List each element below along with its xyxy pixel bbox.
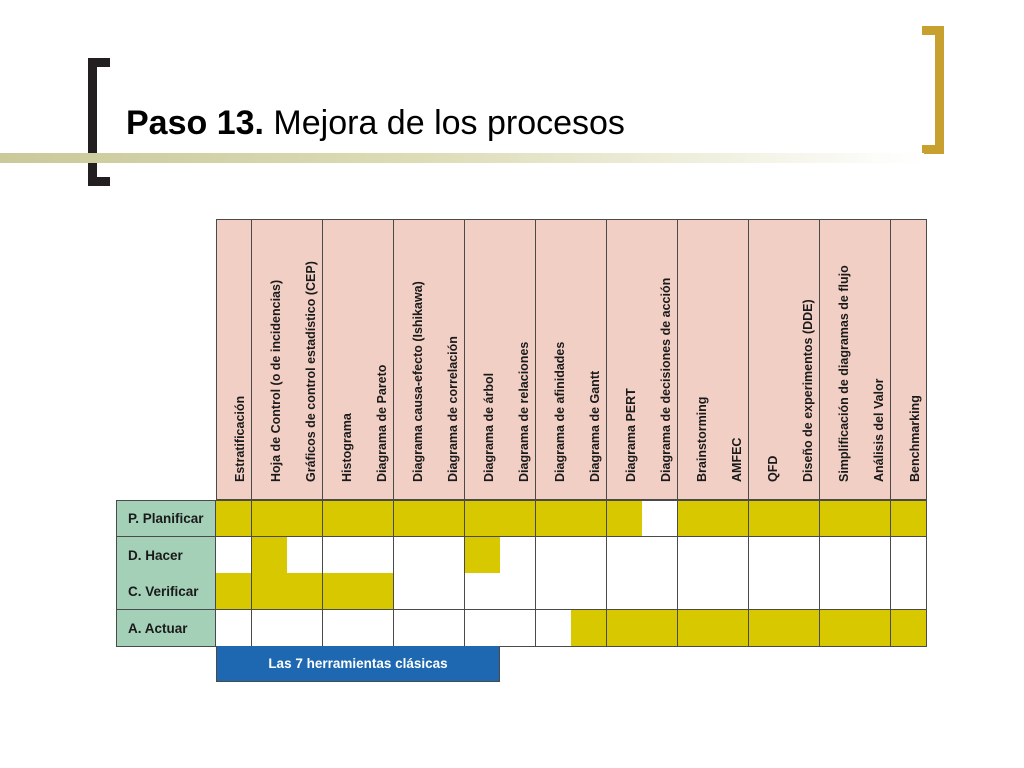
matrix-cell-empty — [429, 537, 465, 574]
matrix-cell-empty — [323, 610, 359, 647]
phase-label: D. Hacer — [116, 537, 216, 574]
matrix-cell-empty — [394, 610, 430, 647]
matrix-cell-marked — [252, 537, 288, 574]
matrix-cell-empty — [571, 573, 607, 610]
matrix-cell-marked — [607, 500, 643, 537]
tool-header — [429, 219, 465, 500]
tool-name: AMFEC — [729, 437, 744, 482]
matrix-cell-empty — [358, 537, 394, 574]
tool-header — [713, 219, 749, 500]
matrix-cell-empty — [855, 537, 891, 574]
matrix-cell-empty — [394, 537, 430, 574]
left-bracket-decoration — [88, 58, 110, 186]
matrix-cell-marked — [820, 610, 856, 647]
tool-name: Diagrama causa-efecto (Ishikawa) — [410, 281, 425, 482]
matrix-cell-marked — [607, 610, 643, 647]
matrix-cell-empty — [500, 537, 536, 574]
tool-header — [571, 219, 607, 500]
matrix-cell-empty — [536, 610, 572, 647]
matrix-cell-marked — [784, 500, 820, 537]
matrix-cell-marked — [323, 573, 359, 610]
matrix-cell-empty — [500, 610, 536, 647]
matrix-cell-empty — [749, 537, 785, 574]
matrix-cell-marked — [394, 500, 430, 537]
matrix-cell-marked — [287, 573, 323, 610]
phase-label: P. Planificar — [116, 500, 216, 537]
matrix-cell-empty — [784, 573, 820, 610]
tool-header — [500, 219, 536, 500]
tool-name: Estratificación — [233, 395, 247, 482]
matrix-cell-empty — [855, 573, 891, 610]
matrix-cell-empty — [642, 537, 678, 574]
matrix-cell-empty — [749, 573, 785, 610]
matrix-cell-marked — [465, 500, 501, 537]
phase-label: A. Actuar — [116, 610, 216, 647]
matrix-cell-marked — [536, 500, 572, 537]
matrix-cell-empty — [607, 573, 643, 610]
matrix-cell-empty — [287, 537, 323, 574]
matrix-cell-marked — [891, 500, 927, 537]
slide-title — [126, 104, 625, 143]
matrix-cell-empty — [216, 610, 252, 647]
matrix-cell-marked — [713, 610, 749, 647]
tool-name: Diagrama PERT — [623, 388, 638, 482]
matrix-cell-marked — [323, 500, 359, 537]
matrix-cell-empty — [820, 573, 856, 610]
matrix-cell-marked — [252, 500, 288, 537]
matrix-cell-empty — [642, 573, 678, 610]
matrix-cell-empty — [465, 573, 501, 610]
matrix-cell-empty — [358, 610, 394, 647]
classic-tools-bar — [216, 646, 500, 682]
matrix-cell-marked — [855, 500, 891, 537]
tool-header — [216, 219, 252, 500]
tool-name: Diagrama de afinidades — [552, 341, 567, 482]
tool-name: Diagrama de árbol — [481, 372, 496, 482]
tool-name: Benchmarking — [907, 395, 922, 482]
classic-tools-label: Las 7 herramientas clásicas — [268, 656, 448, 671]
tool-header — [855, 219, 891, 500]
matrix-cell-empty — [713, 573, 749, 610]
tool-name: Análisis del Valor — [871, 378, 886, 482]
matrix-cell-marked — [891, 610, 927, 647]
matrix-cell-empty — [820, 537, 856, 574]
matrix-cell-empty — [429, 610, 465, 647]
tool-header — [642, 219, 678, 500]
matrix-cell-empty — [571, 537, 607, 574]
matrix-cell-marked — [571, 500, 607, 537]
matrix-cell-marked — [784, 610, 820, 647]
matrix-cell-empty — [678, 573, 714, 610]
tool-header — [358, 219, 394, 500]
matrix-cell-empty — [891, 537, 927, 574]
matrix-cell-marked — [713, 500, 749, 537]
tool-header — [287, 219, 323, 500]
tool-name: QFD — [765, 455, 780, 482]
matrix-cell-empty — [287, 610, 323, 647]
tool-header — [465, 219, 501, 500]
matrix-cell-marked — [252, 573, 288, 610]
tool-name: Gráficos de control estadístico (CEP) — [303, 261, 318, 482]
phase-label: C. Verificar — [116, 573, 216, 610]
tool-header — [891, 219, 927, 500]
slide-title-text: Mejora de los procesos — [263, 104, 625, 142]
matrix-cell-empty — [713, 537, 749, 574]
matrix-cell-marked — [429, 500, 465, 537]
matrix-cell-marked — [216, 573, 252, 610]
matrix-cell-empty — [891, 573, 927, 610]
tool-name: Hoja de Control (o de incidencias) — [268, 279, 283, 482]
tool-name: Diagrama de Pareto — [374, 364, 389, 482]
matrix-cell-marked — [571, 610, 607, 647]
tool-header — [749, 219, 785, 500]
tool-name: Diagrama de decisiones de acción — [658, 277, 673, 482]
matrix-cell-empty — [394, 573, 430, 610]
tool-name: Diseño de experimentos (DDE) — [800, 299, 815, 482]
matrix-cell-empty — [536, 537, 572, 574]
matrix-cell-empty — [429, 573, 465, 610]
matrix-cell-empty — [642, 500, 678, 537]
matrix-cell-marked — [500, 500, 536, 537]
matrix-cell-marked — [358, 573, 394, 610]
matrix-cell-marked — [820, 500, 856, 537]
right-bracket-decoration — [922, 26, 944, 154]
tool-header — [820, 219, 856, 500]
matrix-cell-marked — [216, 500, 252, 537]
tool-header — [394, 219, 430, 500]
matrix-cell-empty — [500, 573, 536, 610]
tool-header — [323, 219, 359, 500]
matrix-cell-empty — [607, 537, 643, 574]
matrix-cell-empty — [323, 537, 359, 574]
matrix-cell-marked — [642, 610, 678, 647]
matrix-cell-marked — [678, 500, 714, 537]
title-underline-rule — [0, 153, 924, 163]
matrix-cell-marked — [678, 610, 714, 647]
tool-header — [252, 219, 288, 500]
tool-name: Diagrama de Gantt — [587, 370, 602, 482]
tool-header — [607, 219, 643, 500]
matrix-cell-empty — [216, 537, 252, 574]
matrix-cell-empty — [536, 573, 572, 610]
matrix-cell-marked — [358, 500, 394, 537]
tool-header — [536, 219, 572, 500]
matrix-cell-empty — [252, 610, 288, 647]
tool-name: Simplificación de diagramas de flujo — [836, 265, 851, 482]
tool-header — [784, 219, 820, 500]
tool-header — [678, 219, 714, 500]
matrix-cell-marked — [465, 537, 501, 574]
matrix-cell-empty — [678, 537, 714, 574]
tool-name: Diagrama de relaciones — [516, 341, 531, 482]
matrix-cell-marked — [287, 500, 323, 537]
tool-name: Histograma — [339, 413, 354, 482]
matrix-cell-empty — [465, 610, 501, 647]
slide-title-step: Paso 13. — [126, 104, 264, 142]
matrix-cell-marked — [749, 500, 785, 537]
matrix-cell-marked — [855, 610, 891, 647]
tool-name: Diagrama de correlación — [445, 336, 460, 482]
tool-name: Brainstorming — [694, 396, 709, 482]
matrix-cell-marked — [749, 610, 785, 647]
matrix-cell-empty — [784, 537, 820, 574]
